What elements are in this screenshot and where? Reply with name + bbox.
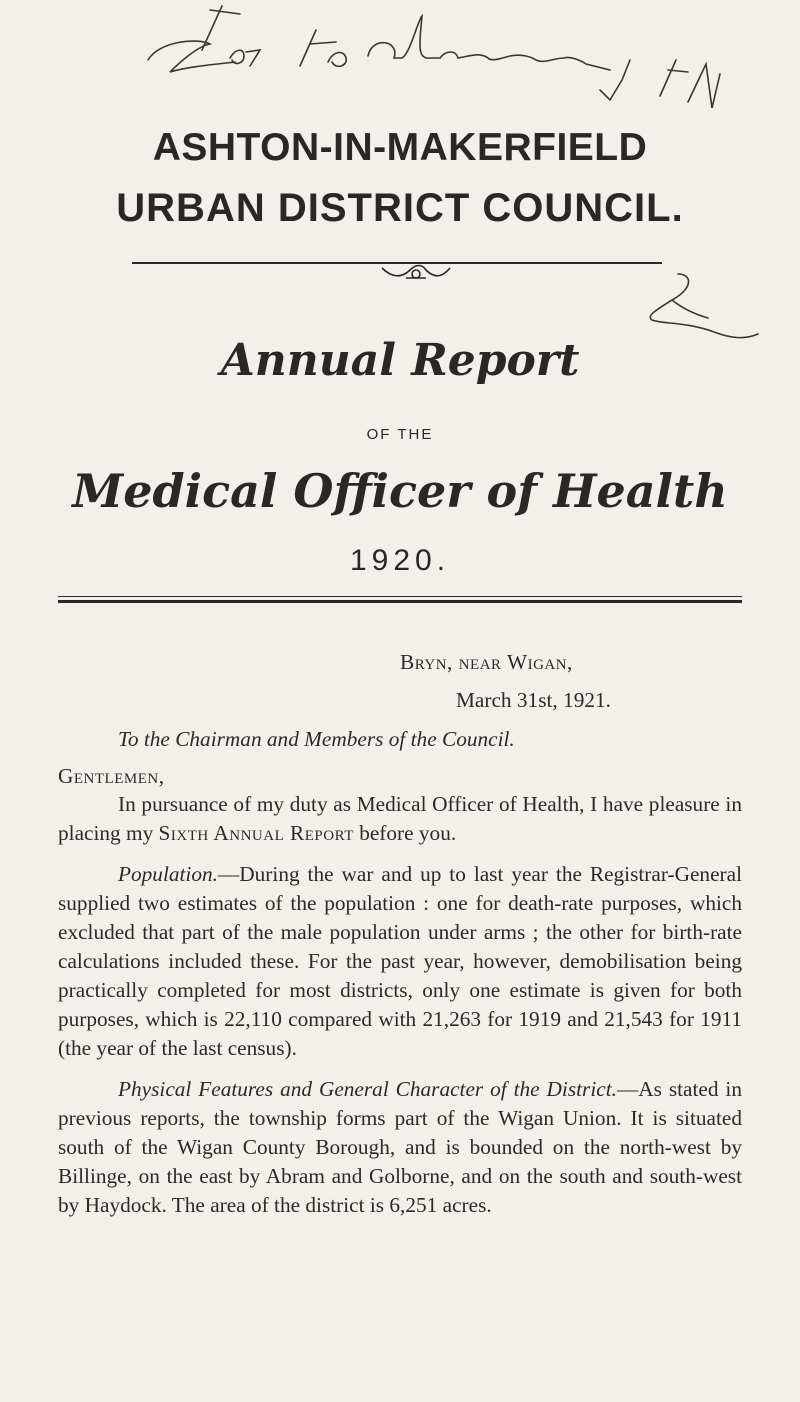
paragraph-intro: In pursuance of my duty as Medical Officer of Health, I have pleasure in placing my Sixth Annual Report before you. [58, 792, 742, 845]
report-year: 1920. [349, 544, 451, 577]
title-of-the: OF THE [366, 426, 434, 443]
council-name-line2: URBAN DISTRICT COUNCIL. [116, 186, 684, 230]
title-medical-officer: Medical Officer of Health [72, 464, 728, 518]
paragraph-physical-features: Physical Features and General Character of the District.—As stated in previous reports, the township forms part of the Wigan Union. It is situated south of the Wigan County Borough, and is bounded on the north-west by Billinge, on the east by Abram and Golborne, and on the south and south-west by Haydock. The area of the district is 6,251 acres. [58, 1077, 742, 1217]
letter-body [58, 790, 742, 1220]
letter-addressee: To the Chairman and Members of the Council. [118, 727, 515, 751]
ornament-icon [380, 264, 452, 284]
paragraph-population: Population.—During the war and up to last year the Registrar-General supplied two estimates of the population : one for death-rate purposes, which excluded that part of the male population under arms ; the other for birth-rate calculations included these. For the past year, however, demobilisation being practically completed for most districts, only one estimate is given for both purposes, which is 22,110 compared with 21,263 for 1919 and 21,543 for 1911 (the year of the last census). [58, 862, 742, 1060]
handwritten-inscription [140, 0, 800, 140]
letter-greeting: Gentlemen, [58, 764, 165, 788]
title-annual-report: Annual Report [220, 335, 580, 386]
annual-report-mention: Sixth Annual Report [158, 821, 354, 845]
heading-physical-features: Physical Features and General Character of the District. [118, 1077, 617, 1101]
letter-place: Bryn, near Wigan, [400, 650, 573, 674]
letter-date: March 31st, 1921. [456, 688, 611, 712]
heading-population: Population. [118, 862, 218, 886]
double-rule-thick [58, 600, 742, 603]
double-rule-thin [58, 596, 742, 597]
council-name-line1: ASHTON-IN-MAKERFIELD [152, 126, 648, 169]
